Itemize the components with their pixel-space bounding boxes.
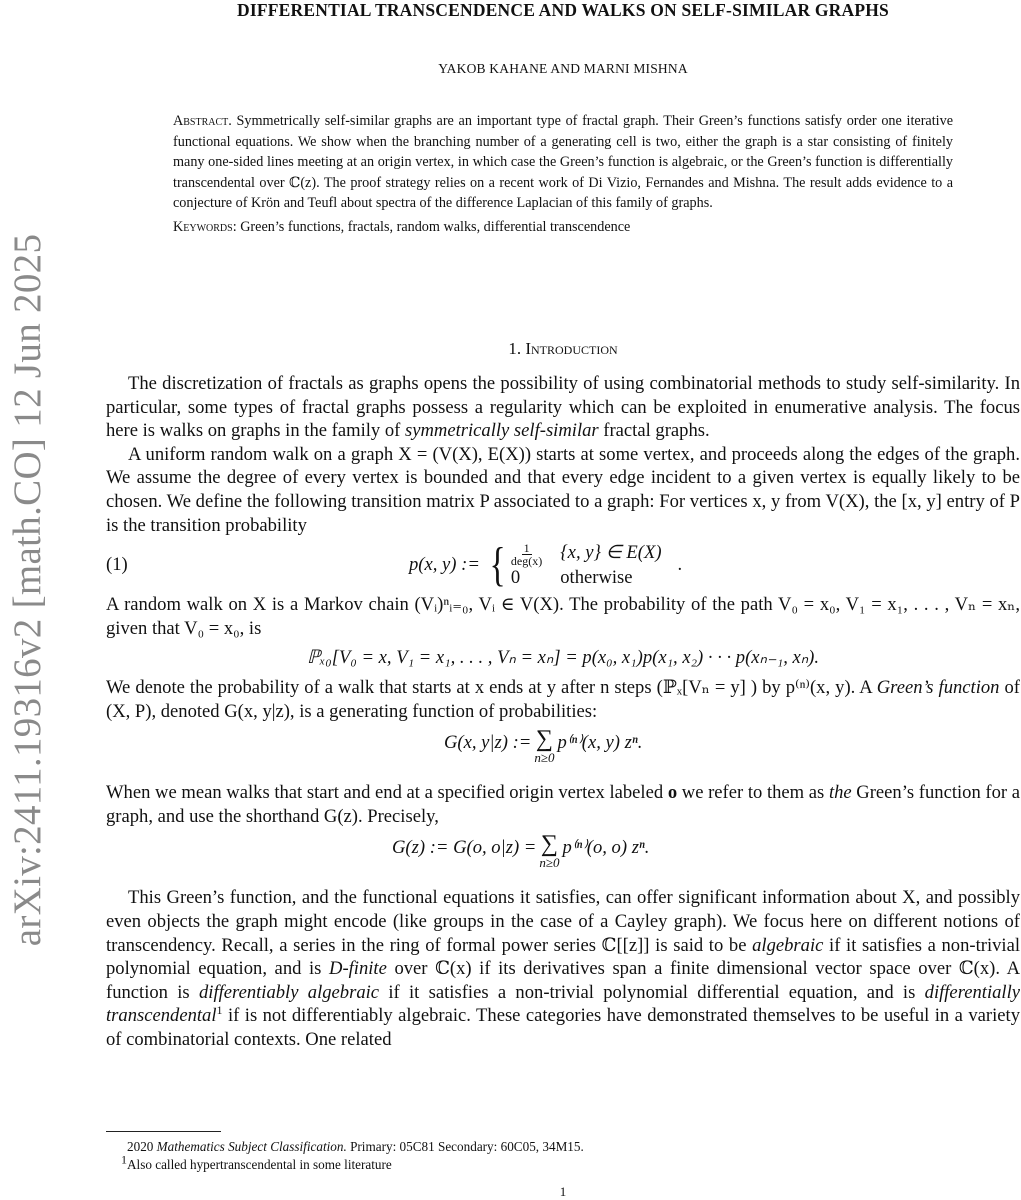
summation-index: n≥0 <box>539 855 560 871</box>
sigma-symbol: ∑ <box>540 831 558 858</box>
equation-lhs: G(z) := G(o, o|z) = <box>392 837 537 859</box>
text-run: We denote the probability of a walk that starts at x ends at y after n steps (ℙₓ[Vₙ = y] ) by p⁽ⁿ⁾(x, y). A <box>106 676 877 698</box>
summation <box>539 832 559 869</box>
body-text <box>106 372 1020 1051</box>
paragraph-2: A uniform random walk on a graph X = (V(X), E(X)) starts at some vertex, and proceeds along the edges of the graph. We assume the degree of every vertex is bounded and that every edge incident to a given vertex is equally likely to be chosen. We define the following transition matrix P associated to a graph: For vertices x, y from V(X), the [x, y] entry of P is the transition probability <box>106 443 1020 536</box>
case-value-2: 0 <box>510 566 521 588</box>
abstract-block <box>173 111 953 237</box>
equation-2: ℙₓ₀[V₀ = x, V₁ = x₁, . . . , Vₙ = xₙ] = p(x₀, x₁)p(x₁, x₂) · · · p(xₙ₋₁, xₙ). <box>306 647 820 669</box>
emphasis: D-finite <box>329 958 387 980</box>
footnotes <box>121 1138 1007 1174</box>
abstract-text: Symmetrically self-similar graphs are an important type of fractal graph. Their Green’s functions satisfy order one iterative functional equations. We show when the branching number of a generating cell is two, either the graph is a star consisting of finitely many one-sided lines meeting at an origin vertex, in which case the Green’s function is algebraic, or the Green’s function is differentially transcendental over ℂ(z). The proof strategy relies on a recent work of Di Vizio, Fernandes and Mishna. The result adds evidence to a conjecture of Krön and Teufl about spectra of the difference Laplacian of this family of graphs. <box>173 113 953 211</box>
section-number: 1. <box>508 339 522 358</box>
footnote-text: Also called hypertranscendental in some literature <box>127 1157 392 1172</box>
keywords-text: Green’s functions, fractals, random walks, differential transcendence <box>240 218 631 235</box>
equation-3 <box>106 727 1020 777</box>
equation-rhs: p⁽ⁿ⁾(x, y) zⁿ. <box>557 732 643 754</box>
emphasis: symmetrically self-similar <box>404 420 599 442</box>
paper-authors: YAKOB KAHANE AND MARNI MISHNA <box>438 61 688 76</box>
arxiv-identifier-stamp: arXiv:2411.19316v2 [math.CO] 12 Jun 2025 <box>6 233 49 947</box>
paragraph-6 <box>106 886 1020 1051</box>
equation-body <box>409 538 683 592</box>
equation-rhs: p⁽ⁿ⁾(o, o) zⁿ. <box>562 837 650 859</box>
footnote-1 <box>121 1152 1007 1174</box>
left-brace: { <box>489 538 506 592</box>
msc-codes: Primary: 05C81 Secondary: 60C05, 34M15. <box>346 1139 584 1154</box>
equation-4-body <box>392 832 649 869</box>
case-condition-2: otherwise <box>560 566 633 588</box>
equation-number: (1) <box>106 554 128 576</box>
paragraph-3: A random walk on X is a Markov chain (Vᵢ)ⁿᵢ₌₀, Vᵢ ∈ V(X). The probability of the path V₀ = x₀, V₁ = x₁, . . . , Vₙ = xₙ, given that V₀ = x₀, is <box>106 594 1020 639</box>
sigma-symbol: ∑ <box>535 726 553 753</box>
summation-index: n≥0 <box>534 750 555 766</box>
equation-3-body <box>444 727 642 764</box>
text-run: Green’s function for a graph, and use the shorthand G(z). Precisely, <box>106 782 1020 827</box>
abstract-label: Abstract. <box>173 113 232 129</box>
emphasis: differentiably algebraic <box>198 981 380 1003</box>
text-run: over ℂ(x) if its derivatives span a finite dimensional vector space over ℂ(x). A function is <box>106 958 1020 1003</box>
fraction-denominator: deg(x) <box>510 553 543 568</box>
paragraph-1 <box>106 372 1020 443</box>
section-heading <box>105 339 1021 359</box>
emphasis: Green’s function <box>876 676 1000 698</box>
summation <box>534 727 554 764</box>
keywords-line <box>173 217 953 238</box>
fraction-numerator: 1 <box>523 540 530 555</box>
emphasis: differentially transcendental <box>106 981 1020 1027</box>
page-number: 1 <box>559 1184 567 1199</box>
text-run: The discretization of fractals as graphs opens the possibility of using combinatorial methods to study self-similarity. In particular, some types of fractal graphs possess a regularity which can be exploited in enumerative analysis. The focus here is walks on graphs in the family of <box>106 373 1020 442</box>
text-run: if it satisfies a non-trivial polynomial differential equation, and is <box>379 981 925 1003</box>
abstract-paragraph <box>173 111 953 214</box>
footnote-marker[interactable]: 1 <box>216 1003 223 1018</box>
msc-label: Mathematics Subject Classification. <box>156 1139 347 1154</box>
keywords-label: Keywords: <box>173 218 237 235</box>
bold-symbol: o <box>667 782 678 804</box>
equation-lhs: p(x, y) := <box>409 554 480 576</box>
paragraph-4 <box>106 676 1020 723</box>
text-run: if it satisfies a non-trivial polynomial equation, and is <box>106 934 1020 980</box>
fraction <box>511 542 542 567</box>
msc-footnote <box>127 1138 1007 1156</box>
text-run: we refer to them as <box>677 782 829 804</box>
footnote-rule <box>106 1131 221 1132</box>
text-run: When we mean walks that start and end at a specified origin vertex labeled <box>106 782 668 804</box>
case-condition-1: {x, y} ∈ E(X) <box>560 541 662 563</box>
period: . <box>677 554 683 576</box>
text-run: of (X, P), denoted G(x, y|z), is a generating function of probabilities: <box>106 676 1020 722</box>
emphasis: the <box>828 782 852 804</box>
equation-4 <box>106 832 1020 882</box>
text-run: if is not differentiably algebraic. These categories have demonstrated themselves to be useful in a variety of combinatorial contexts. One related <box>106 1005 1020 1050</box>
emphasis: algebraic <box>752 934 824 956</box>
equation-lhs: G(x, y|z) := <box>444 732 532 754</box>
paragraph-5 <box>106 781 1020 828</box>
text-run: fractal graphs. <box>598 420 710 442</box>
msc-year: 2020 <box>127 1139 154 1154</box>
footnote-number: 1 <box>121 1152 127 1167</box>
cases-block <box>511 542 662 589</box>
text-run: This Green’s function, and the functional equations it satisfies, can offer significant information about X, and possibly even objects the graph might encode (like groups in the case of a Cayley graph). We focus here on different notions of transcendency. Recall, a series in the ring of formal power series ℂ[[z]] is said to be <box>106 887 1020 956</box>
equation-1 <box>106 538 1020 592</box>
section-title: Introduction <box>525 339 618 358</box>
paper-title: DIFFERENTIAL TRANSCENDENCE AND WALKS ON SELF-SIMILAR GRAPHS <box>237 0 889 20</box>
